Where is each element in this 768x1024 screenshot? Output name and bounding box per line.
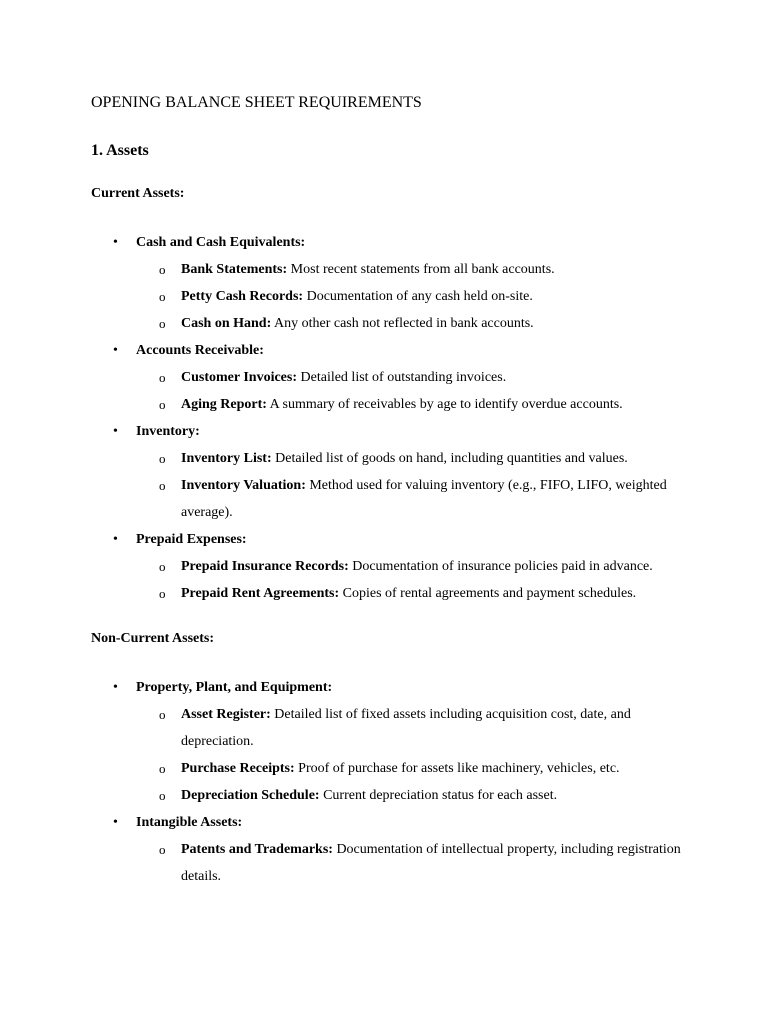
circle-bullet-icon: o	[159, 478, 166, 493]
bullet-icon: •	[113, 235, 118, 250]
bullet-icon: •	[113, 424, 118, 439]
sub-item-text: Documentation of any cash held on-site.	[303, 289, 533, 304]
document-page	[91, 92, 691, 890]
circle-bullet-icon: o	[159, 559, 166, 574]
sub-item-text: Most recent statements from all bank accounts.	[287, 262, 555, 277]
sub-item-label: Customer Invoices:	[181, 370, 298, 385]
sub-item-text: Current depreciation status for each asset.	[319, 788, 558, 803]
sub-list-item	[136, 310, 691, 337]
circle-bullet-icon: o	[159, 397, 166, 412]
noncurrent-assets-list	[91, 674, 691, 890]
sub-list-item	[136, 782, 691, 809]
list-item	[91, 809, 691, 890]
sub-list-item	[136, 701, 691, 755]
list-item-label: Prepaid Expenses:	[136, 532, 247, 547]
list-item-label: Cash and Cash Equivalents:	[136, 235, 306, 250]
sub-list-item	[136, 836, 691, 890]
sub-item-label: Inventory List:	[181, 451, 272, 466]
sub-item-text: Any other cash not reflected in bank accounts.	[271, 316, 534, 331]
circle-bullet-icon: o	[159, 289, 166, 304]
sub-item-label: Aging Report:	[181, 397, 267, 412]
noncurrent-assets-heading: Non-Current Assets:	[91, 631, 215, 646]
sub-item-label: Prepaid Rent Agreements:	[181, 586, 340, 601]
circle-bullet-icon: o	[159, 707, 166, 722]
circle-bullet-icon: o	[159, 586, 166, 601]
sub-item-label: Bank Statements:	[181, 262, 288, 277]
bullet-icon: •	[113, 680, 118, 695]
sub-list	[136, 445, 691, 526]
bullet-icon: •	[113, 532, 118, 547]
circle-bullet-icon: o	[159, 788, 166, 803]
sub-item-text: Documentation of insurance policies paid in advance.	[348, 559, 653, 574]
list-item-label: Intangible Assets:	[136, 815, 243, 830]
sub-item-label: Cash on Hand:	[181, 316, 272, 331]
list-item-label: Inventory:	[136, 424, 200, 439]
sub-list-item	[136, 580, 691, 607]
sub-item-text: Proof of purchase for assets like machinery, vehicles, etc.	[294, 761, 620, 776]
list-item	[91, 674, 691, 809]
sub-list	[136, 364, 691, 418]
list-item-label: Property, Plant, and Equipment:	[136, 680, 333, 695]
sub-list	[136, 256, 691, 337]
current-assets-heading: Current Assets:	[91, 186, 185, 201]
sub-item-label: Depreciation Schedule:	[181, 788, 320, 803]
sub-list-item	[136, 391, 691, 418]
circle-bullet-icon: o	[159, 761, 166, 776]
sub-item-text: Detailed list of fixed assets including acquisition cost, date, and depreciation.	[181, 707, 631, 749]
sub-list	[136, 701, 691, 809]
sub-list	[136, 553, 691, 607]
bullet-icon: •	[113, 343, 118, 358]
sub-list-item	[136, 283, 691, 310]
sub-item-text: Method used for valuing inventory (e.g., FIFO, LIFO, weighted average).	[181, 478, 667, 520]
list-item	[91, 229, 691, 337]
sub-list-item	[136, 445, 691, 472]
sub-list-item	[136, 755, 691, 782]
current-assets-list	[91, 229, 691, 607]
circle-bullet-icon: o	[159, 842, 166, 857]
sub-list-item	[136, 256, 691, 283]
section-heading-assets: 1. Assets	[91, 142, 149, 159]
document-title: OPENING BALANCE SHEET REQUIREMENTS	[91, 94, 422, 111]
sub-item-text: Documentation of intellectual property, including registration details.	[181, 842, 681, 884]
sub-list-item	[136, 364, 691, 391]
sub-item-label: Petty Cash Records:	[181, 289, 304, 304]
sub-list-item	[136, 472, 691, 526]
sub-item-text: Detailed list of outstanding invoices.	[297, 370, 507, 385]
sub-item-text: A summary of receivables by age to identify overdue accounts.	[266, 397, 623, 412]
sub-item-label: Inventory Valuation:	[181, 478, 306, 493]
sub-item-text: Detailed list of goods on hand, including quantities and values.	[271, 451, 628, 466]
list-item-label: Accounts Receivable:	[136, 343, 264, 358]
circle-bullet-icon: o	[159, 370, 166, 385]
circle-bullet-icon: o	[159, 262, 166, 277]
sub-item-label: Purchase Receipts:	[181, 761, 295, 776]
bullet-icon: •	[113, 815, 118, 830]
list-item	[91, 526, 691, 607]
sub-list-item	[136, 553, 691, 580]
sub-item-label: Prepaid Insurance Records:	[181, 559, 349, 574]
sub-list	[136, 836, 691, 890]
sub-item-label: Patents and Trademarks:	[181, 842, 333, 857]
list-item	[91, 418, 691, 526]
sub-item-text: Copies of rental agreements and payment schedules.	[339, 586, 637, 601]
list-item	[91, 337, 691, 418]
sub-item-label: Asset Register:	[181, 707, 271, 722]
circle-bullet-icon: o	[159, 451, 166, 466]
circle-bullet-icon: o	[159, 316, 166, 331]
